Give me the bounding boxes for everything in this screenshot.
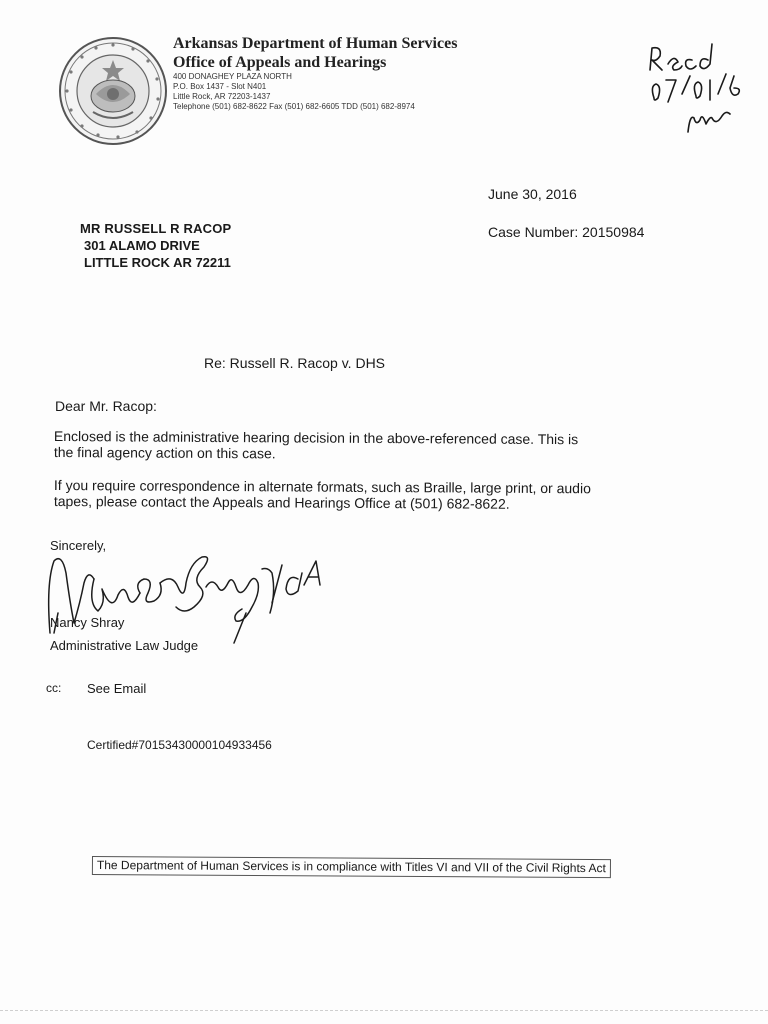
handwritten-note-text: Rec'd 07/01/16 RRR (640, 40, 650, 41)
paragraph-line: the final agency action on this case. (53, 443, 276, 462)
recipient-city: LITTLE ROCK AR 72211 (84, 255, 231, 270)
civil-rights-compliance-notice: The Department of Human Services is in compliance with Titles VI and VII of the Civil Rights Act (92, 856, 611, 878)
office-name: Office of Appeals and Hearings (173, 54, 387, 71)
address-line: 400 DONAGHEY PLAZA NORTH (173, 72, 292, 81)
cc-label: cc: (46, 681, 62, 695)
body-paragraph-formats (54, 477, 591, 512)
recipient-street: 301 ALAMO DRIVE (84, 238, 200, 253)
handwritten-received-note (640, 40, 760, 140)
certified-mail-number: Certified#70153430000104933456 (87, 738, 272, 752)
address-line: Little Rock, AR 72203-1437 (173, 92, 271, 101)
closing: Sincerely, (50, 538, 107, 553)
recipient-name: MR RUSSELL R RACOP (80, 221, 232, 236)
paragraph-line: Enclosed is the administrative hearing decision in the above-referenced case. This is (53, 428, 579, 448)
phone-line: Telephone (501) 682-8622 Fax (501) 682-6605 TDD (501) 682-8974 (173, 102, 415, 111)
recipient-address (80, 220, 231, 271)
handwritten-signature (36, 543, 326, 648)
address-line: P.O. Box 1437 - Slot N401 (173, 82, 267, 91)
signer-title: Administrative Law Judge (50, 638, 199, 653)
page-bottom-divider (0, 1010, 768, 1011)
cc-value: See Email (87, 681, 147, 696)
paragraph-line: If you require correspondence in alternate formats, such as Braille, large print, or audio (53, 477, 591, 497)
body-paragraph-decision (54, 428, 578, 463)
state-seal-icon (58, 36, 168, 146)
salutation: Dear Mr. Racop: (55, 398, 157, 414)
letterhead (173, 34, 533, 112)
paragraph-line: tapes, please contact the Appeals and Hearings Office at (501) 682-8622. (53, 492, 510, 512)
re-line: Re: Russell R. Racop v. DHS (204, 355, 386, 371)
case-number: Case Number: 20150984 (488, 224, 645, 240)
agency-name: Arkansas Department of Human Services (173, 35, 458, 52)
signer-name: Nancy Shray (50, 615, 125, 630)
letter-date: June 30, 2016 (488, 186, 577, 202)
